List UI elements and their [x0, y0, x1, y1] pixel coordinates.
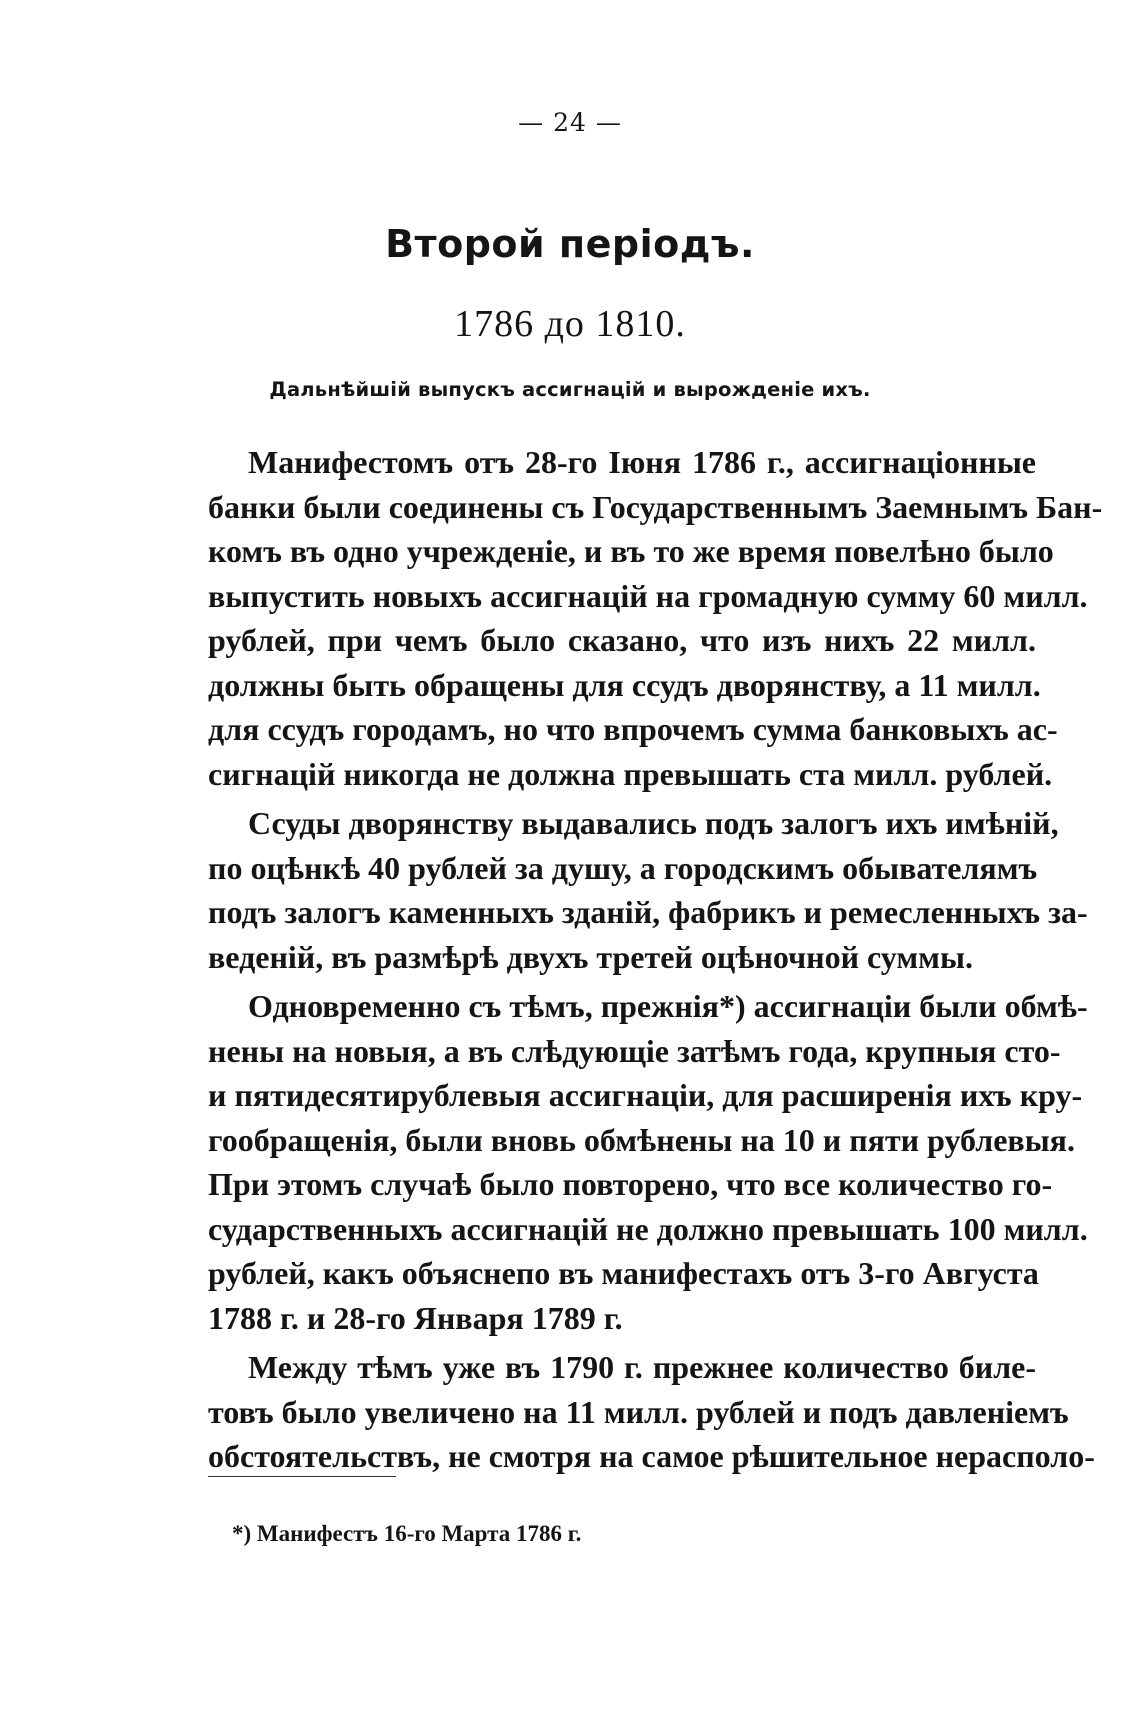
text-line: Ссуды дворянству выдавались подъ залогъ ихъ имѣній, — [248, 805, 1059, 841]
text-line: Манифестомъ отъ 28-го Іюня 1786 г., ассигнаціонные — [248, 444, 1036, 480]
text-line: подъ залогъ каменныхъ зданій, фабрикъ и ремесленныхъ за- — [208, 894, 1088, 930]
text-line: При этомъ случаѣ было повторено, что все количество го- — [208, 1166, 1053, 1202]
paragraph — [208, 1345, 1095, 1479]
chapter-subtitle: Дальнѣйшій выпускъ ассигнацій и вырожденіе ихъ. — [269, 378, 871, 401]
chapter-title: Второй періодъ. — [385, 222, 755, 266]
text-line: по оцѣнкѣ 40 рублей за душу, а городскимъ обывателямъ — [208, 849, 1038, 886]
page-number: — 24 — — [518, 108, 622, 137]
text-line: нены на новыя, а въ слѣдующіе затѣмъ года, крупныя сто- — [208, 1032, 1061, 1069]
text-line: рублей, какъ объяснепо въ манифестахъ отъ 3-го Августа — [208, 1255, 1039, 1291]
paragraph — [208, 984, 1088, 1340]
text-line: комъ въ одно учрежденіе, и въ то же время повелѣно было — [208, 533, 1054, 569]
text-line: выпустить новыхъ ассигнацій на громадную сумму 60 милл. — [208, 577, 1088, 614]
text-line: рублей, при чемъ было сказано, что изъ нихъ 22 милл. — [208, 622, 1036, 658]
text-line: Одновременно съ тѣмъ, прежнія*) ассигнаціи были обмѣ- — [248, 988, 1088, 1024]
text-line: веденій, въ размѣрѣ двухъ третей оцѣночной суммы. — [208, 938, 973, 975]
text-line: обстоятельствъ, не смотря на самое рѣшительное нерасполо- — [208, 1438, 1095, 1474]
text-line: гообращенія, были вновь обмѣнены на 10 и пяти рублевыя. — [208, 1121, 1075, 1158]
text-line: 1788 г. и 28-го Января 1789 г. — [208, 1299, 623, 1336]
body-text — [208, 440, 1103, 1479]
text-line: товъ было увеличено на 11 милл. рублей и подъ давленіемъ — [208, 1393, 1069, 1430]
text-line: должны быть обращены для ссудъ дворянству, а 11 милл. — [208, 666, 1041, 703]
text-line: банки были соединены съ Государственнымъ Заемнымъ Бан- — [208, 488, 1103, 525]
chapter-years: 1786 до 1810. — [454, 303, 686, 345]
paragraph — [208, 440, 1103, 796]
text-line: и пятидесятирублевыя ассигнаціи, для расширенія ихъ кру- — [208, 1077, 1083, 1113]
footnote: *) Манифестъ 16-го Марта 1786 г. — [232, 1521, 582, 1546]
text-line: сударственныхъ ассигнацій не должно превышать 100 милл. — [208, 1210, 1088, 1247]
text-line: Между тѣмъ уже въ 1790 г. прежнее количество биле- — [248, 1349, 1036, 1385]
footnote-divider — [208, 1476, 396, 1477]
text-line: сигнацій никогда не должна превышать ста милл. рублей. — [208, 755, 1053, 792]
text-line: для ссудъ городамъ, но что впрочемъ сумма банковыхъ ас- — [208, 711, 1058, 747]
paragraph — [208, 801, 1088, 979]
